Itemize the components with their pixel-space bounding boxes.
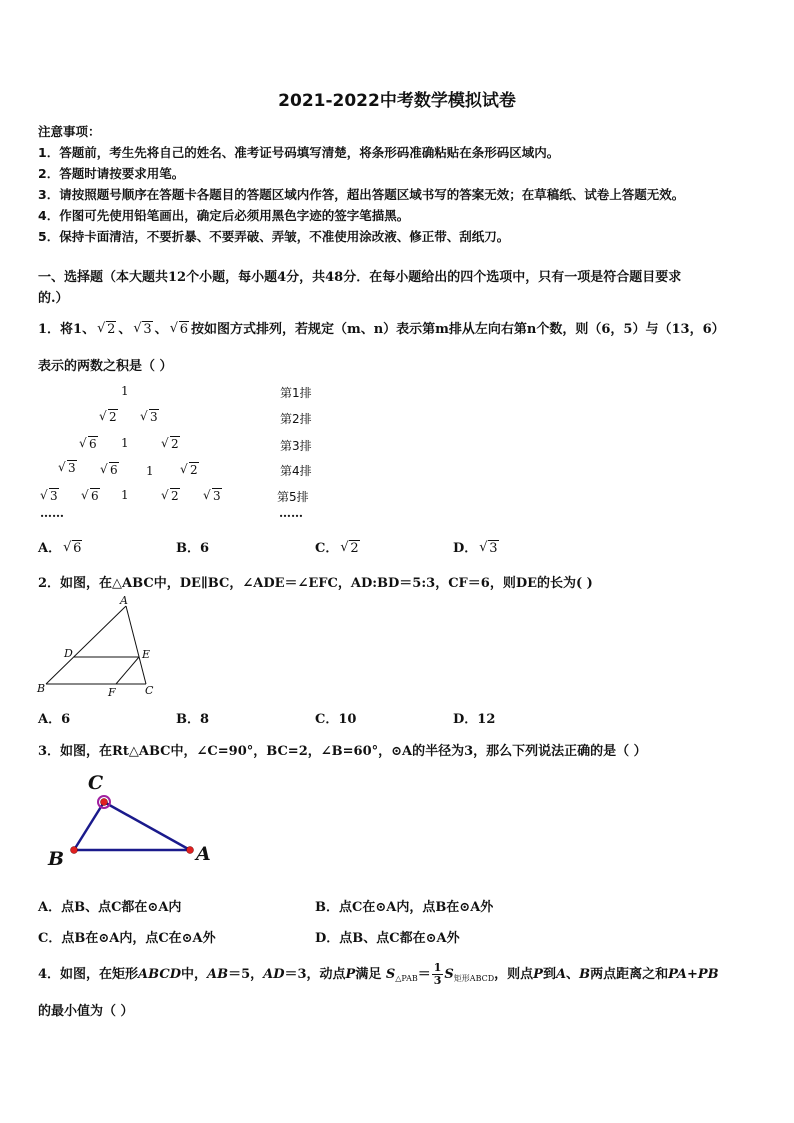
q1-text: 1．将1、√ 2 、√ 3 、√ 6 按如图方式排列，若规定（m、n）表示第m排从左向右第n个数，则（6，5）与（13，6） — [38, 318, 725, 337]
row-label-3: 第3排 — [280, 439, 312, 453]
tri-r4-c4: √ 2 — [180, 463, 199, 477]
q4-text: 4．如图，在矩形ABCD中，AB＝5，AD＝3，动点P满足 $S_{\triangle PAB}=$ $\frac{1}{3}$ $S_{矩形ABCD}$，则点P到A、B两点距离之和PA+PB — [38, 961, 719, 987]
tri-dots: …… — [40, 506, 64, 520]
sqrt2: √ 2 — [97, 322, 116, 337]
q3-label-a: A — [196, 843, 211, 865]
row-label-4: 第4排 — [280, 464, 312, 478]
q2-line-ab — [46, 606, 126, 684]
notice-item-4: 4．作图可先使用铅笔画出，确定后必须用黑色字迹的签字笔描黑。 — [38, 208, 410, 223]
tri-r5-c1: √ 3 — [40, 489, 59, 503]
q2-label-e: E — [142, 648, 151, 661]
q2-label-c: C — [145, 684, 154, 697]
q3-option-c[interactable]: C．点B在⊙A内，点C在⊙A外 — [38, 931, 216, 946]
q3-line-cb — [74, 802, 104, 850]
tri-r5-c3: 1 — [121, 488, 129, 502]
tri-r4-c2: √ 6 — [100, 463, 119, 477]
q1-option-c[interactable]: C．√ 2 — [315, 537, 362, 556]
q2-text: 2．如图，在△ABC中，DE∥BC，∠ADE＝∠EFC，AD:BD＝5:3，CF＝6，则DE的长为( ) — [38, 576, 593, 591]
q1-option-d[interactable]: D．√ 3 — [453, 537, 501, 556]
q3-dot-b — [71, 847, 78, 854]
q2-line-ef — [116, 657, 139, 684]
q2-label-d: D — [64, 647, 73, 660]
row-label-1: 第1排 — [280, 386, 312, 400]
tri-r3-c3: √ 2 — [161, 437, 180, 451]
q2-label-b: B — [37, 682, 46, 695]
q3-option-a[interactable]: A．点B、点C都在⊙A内 — [38, 900, 182, 915]
notice-item-5: 5．保持卡面清洁，不要折暴、不要弄破、弄皱，不准使用涂改液、修正带、刮纸刀。 — [38, 229, 510, 244]
row-label-5: 第5排 — [277, 490, 309, 504]
notice-item-2: 2．答题时请按要求用笔。 — [38, 166, 185, 181]
tri-r2-c1: √ 2 — [99, 410, 118, 424]
tri-r3-c2: 1 — [121, 436, 129, 450]
notice-heading: 注意事项： — [38, 124, 101, 139]
section1-heading-line1: 一、选择题（本大题共12个小题，每小题4分，共48分．在每小题给出的四个选项中，只有一项是符合题目要求 — [38, 270, 682, 285]
q1-text-line2: 表示的两数之积是（ ） — [38, 359, 173, 374]
q2-line-ac — [126, 606, 146, 684]
tri-r5-c2: √ 6 — [81, 489, 100, 503]
q2-option-b[interactable]: B．8 — [176, 712, 210, 727]
q1-option-a[interactable]: A．√ 6 — [38, 537, 84, 556]
section1-heading-line2: 的.） — [38, 291, 69, 306]
q3-label-b: B — [48, 848, 65, 870]
sqrt3: √ 3 — [133, 322, 152, 337]
tri-r2-c2: √ 3 — [140, 410, 159, 424]
sqrt6: √ 6 — [170, 322, 189, 337]
tri-r3-c1: √ 6 — [79, 437, 98, 451]
q2-option-a[interactable]: A．6 — [38, 712, 71, 727]
tri-r4-c1: √ 3 — [58, 461, 77, 475]
q2-figure — [34, 594, 164, 698]
q1-option-b[interactable]: B．6 — [176, 541, 210, 556]
q3-dot-a — [187, 847, 194, 854]
q3-dot-c — [101, 799, 108, 806]
notice-item-1: 1．答题前，考生先将自己的姓名、准考证号码填写清楚，将条形码准确粘贴在条形码区域内。 — [38, 145, 560, 160]
tri-r5-c4: √ 2 — [161, 489, 180, 503]
row-label-dots: …… — [279, 506, 303, 520]
notice-item-3: 3．请按照题号顺序在答题卡各题目的答题区域内作答，超出答题区域书写的答案无效；在草稿纸、试卷上答题无效。 — [38, 187, 685, 202]
tri-r1-c1: 1 — [121, 384, 129, 398]
q2-label-a: A — [120, 594, 128, 607]
page-title: 2021-2022中考数学模拟试卷 — [278, 91, 516, 111]
q3-option-d[interactable]: D．点B、点C都在⊙A外 — [315, 931, 460, 946]
q2-option-c[interactable]: C．10 — [315, 712, 357, 727]
q2-label-f: F — [108, 686, 116, 698]
q4-text-line2: 的最小值为（ ） — [38, 1004, 134, 1019]
q4-fraction: $\frac{1}{3}$ — [433, 961, 442, 987]
row-label-2: 第2排 — [280, 412, 312, 426]
q3-text: 3．如图，在Rt△ABC中，∠C=90°，BC=2，∠B=60°，⊙A的半径为3，那么下列说法正确的是（ ） — [38, 744, 647, 759]
q1-prefix: 1．将1、 — [38, 322, 96, 337]
q3-figure — [44, 768, 224, 873]
tri-r5-c5: √ 3 — [203, 489, 222, 503]
q3-option-b[interactable]: B．点C在⊙A内，点B在⊙A外 — [315, 900, 494, 915]
tri-r4-c3: 1 — [146, 464, 154, 478]
q3-line-ac — [104, 802, 190, 850]
q1-suffix: 按如图方式排列，若规定（m、n）表示第m排从左向右第n个数，则（6，5）与（13，6） — [190, 322, 725, 337]
q3-label-c: C — [88, 772, 104, 794]
q2-option-d[interactable]: D．12 — [453, 712, 496, 727]
